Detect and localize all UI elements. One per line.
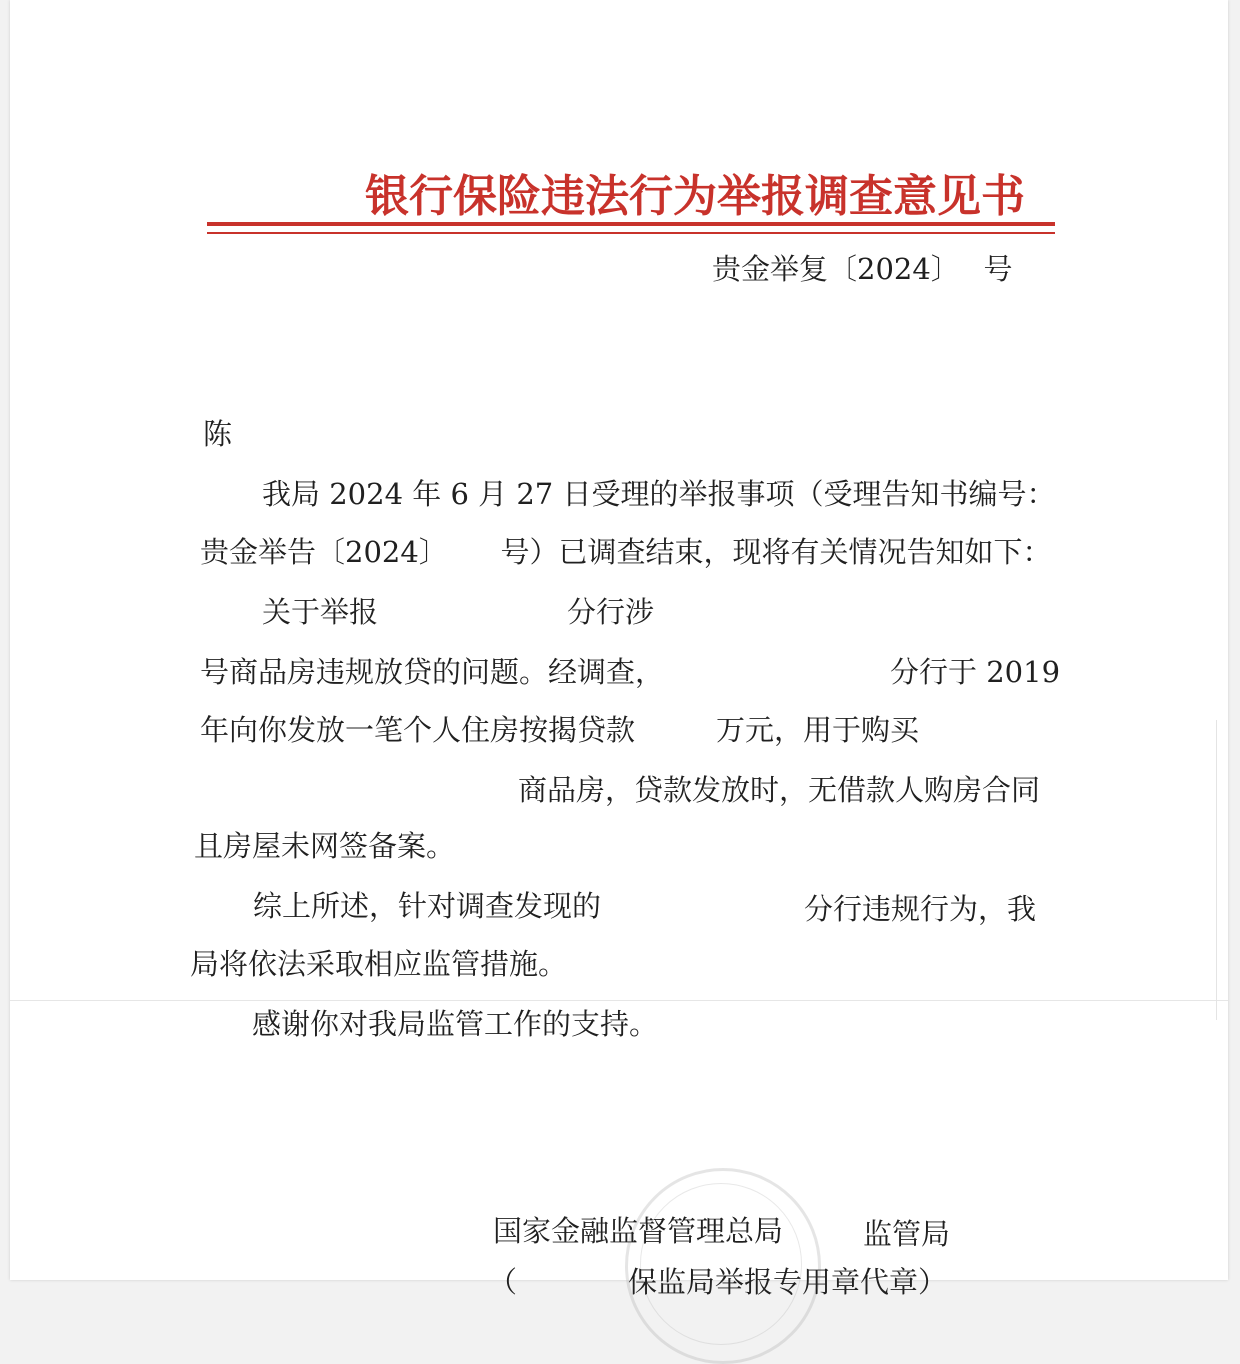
- paragraph2-line2-b: 分行于 2019: [890, 655, 1061, 689]
- paragraph3-line1-b: 分行违规行为，我: [804, 892, 1037, 926]
- paper-edge-line: [1216, 720, 1217, 1020]
- signature-line1-b: 监管局: [863, 1217, 951, 1251]
- paragraph3-line2: 局将依法采取相应监管措施。: [190, 947, 568, 981]
- paragraph1-line2: 贵金举告〔2024〕 号）已调查结束，现将有关情况告知如下：: [200, 535, 1052, 569]
- paragraph2-line2-a: 号商品房违规放贷的问题。经调查，: [200, 655, 665, 689]
- official-seal-inner-ring: [640, 1183, 802, 1345]
- signature-line2-a: （: [488, 1265, 518, 1299]
- title-rule-thin: [207, 232, 1055, 234]
- paragraph2-line3-a: 年向你发放一笔个人住房按揭贷款: [200, 713, 636, 747]
- paragraph2-line4: 商品房，贷款发放时，无借款人购房合同: [518, 773, 1041, 807]
- paragraph2-line5: 且房屋未网签备案。: [194, 829, 456, 863]
- recipient: 陈: [203, 417, 233, 451]
- closing-line: 感谢你对我局监管工作的支持。: [252, 1007, 659, 1041]
- signature-line1-a: 国家金融监督管理总局: [493, 1214, 784, 1248]
- reference-number: 贵金举复〔2024〕 号: [712, 252, 1013, 286]
- fold-line: [10, 1000, 1228, 1001]
- paragraph2-line3-b: 万元，用于购买: [716, 713, 920, 747]
- signature-line2-b: 保监局举报专用章代章）: [628, 1265, 948, 1299]
- paragraph3-line1-a: 综上所述，针对调查发现的: [253, 889, 602, 923]
- title-rule-thick: [207, 222, 1055, 226]
- document-title: 银行保险违法行为举报调查意见书: [365, 171, 1025, 222]
- paragraph1-line1: 我局 2024 年 6 月 27 日受理的举报事项（受理告知书编号：: [262, 477, 1056, 511]
- paragraph2-line1-a: 关于举报: [262, 595, 379, 629]
- document-page: [10, 0, 1228, 1299]
- paragraph2-line1-b: 分行涉: [567, 595, 655, 629]
